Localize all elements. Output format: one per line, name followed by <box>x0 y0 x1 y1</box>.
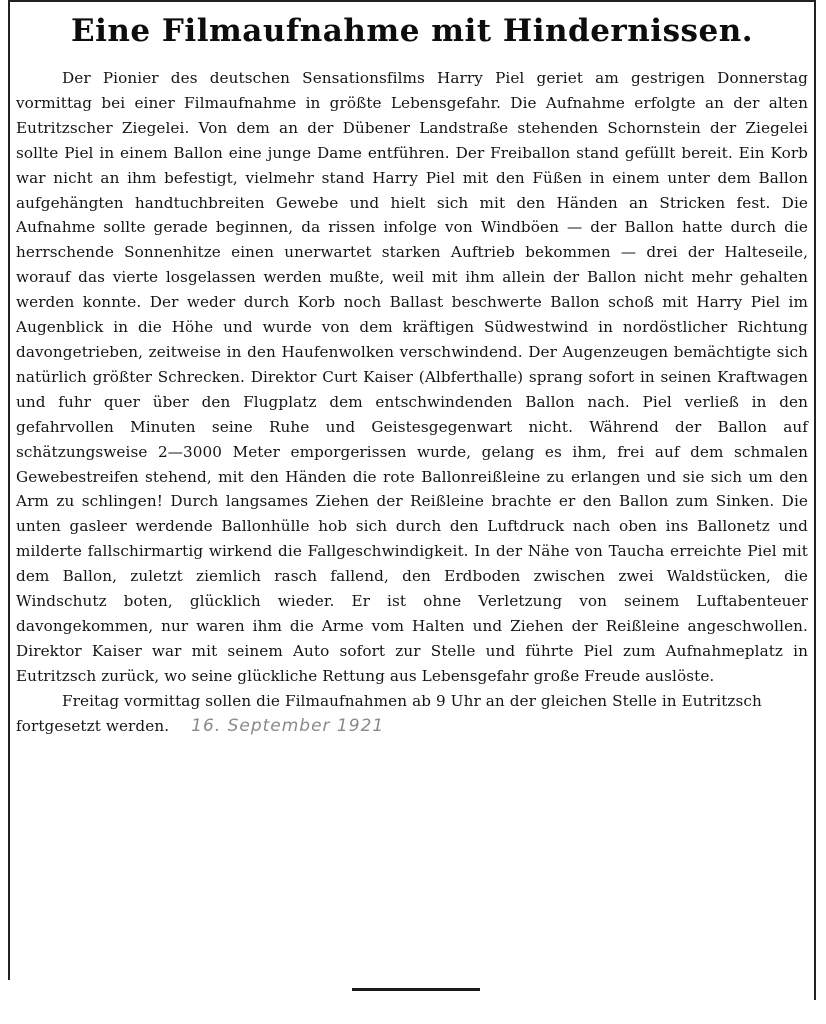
scan-border-right <box>814 0 816 1000</box>
handwritten-date-note: 16. September 1921 <box>191 715 385 736</box>
article-paragraph-closing <box>16 689 808 739</box>
newspaper-clipping <box>16 8 808 738</box>
scan-border-left <box>8 0 10 980</box>
scan-border-top <box>8 0 814 2</box>
article-headline: Eine Filmaufnahme mit Hindernissen. <box>70 13 754 49</box>
article-paragraph-main: Der Pionier des deutschen Sensationsfilms Harry Piel geriet am gestrigen Donnerstag vormittag bei einer Filmaufnahme in größte Lebensgefahr. Die Aufnahme erfolgte an der alten Eutritzscher Ziegelei. Von dem an der Dübener Landstraße stehenden Schornstein der Ziegelei sollte Piel in einem Ballon eine junge Dame entführen. Der Freiballon stand gefüllt bereit. Ein Korb war nicht an ihm befestigt, vielmehr stand Harry Piel mit den Füßen in einem unter dem Ballon aufgehängten handtuchbreiten Gewebe und hielt sich mit den Händen an Stricken fest. Die Aufnahme sollte gerade beginnen, da rissen infolge von Windböen — der Ballon hatte durch die herrschende Sonnenhitze einen unerwartet starken Auftrieb bekommen — drei der Halteseile, worauf das vierte losgelassen werden mußte, weil mit ihm allein der Ballon nicht mehr gehalten werden konnte. Der weder durch Korb noch Ballast beschwerte Ballon schoß mit Harry Piel im Augenblick in die Höhe und wurde von dem kräftigen Südwestwind in nordöstlicher Richtung davongetrieben, zeitweise in den Haufenwolken verschwindend. Der Augenzeugen bemächtigte sich natürlich größter Schrecken. Direktor Curt Kaiser (Albferthalle) sprang sofort in seinen Kraftwagen und fuhr quer über den Flugplatz dem entschwindenden Ballon nach. Piel verließ in den gefahrvollen Minuten seine Ruhe und Geistesgegenwart nicht. Während der Ballon auf schätzungsweise 2—3000 Meter emporgerissen wurde, gelang es ihm, frei auf dem schmalen Gewebestreifen stehend, mit den Händen die rote Ballonreißleine zu erlangen und sie sich um den Arm zu schlingen! Durch langsames Ziehen der Reißleine brachte er den Ballon zum Sinken. Die unten gasleer werdende Ballonhülle hob sich durch den Luftdruck nach oben ins Ballonetz und milderte fallschirmartig wirkend die Fallgeschwindigkeit. In der Nähe von Taucha erreichte Piel mit dem Ballon, zuletzt ziemlich rasch fallend, den Erdboden zwischen zwei Waldstücken, die Windschutz boten, glücklich wieder. Er ist ohne Verletzung von seinem Luftabenteuer davongekommen, nur waren ihm die Arme vom Halten und Ziehen der Reißleine angeschwollen. Direktor Kaiser war mit seinem Auto sofort zur Stelle und führte Piel zum Aufnahmeplatz in Eutritzsch zurück, wo seine glückliche Rettung aus Lebensgefahr große Freude auslöste. <box>16 69 808 685</box>
closing-sentence: Freitag vormittag sollen die Filmaufnahmen ab 9 Uhr an der gleichen Stelle in Eutritzsch fortgesetzt werden. <box>16 691 762 735</box>
column-end-rule <box>352 988 480 991</box>
